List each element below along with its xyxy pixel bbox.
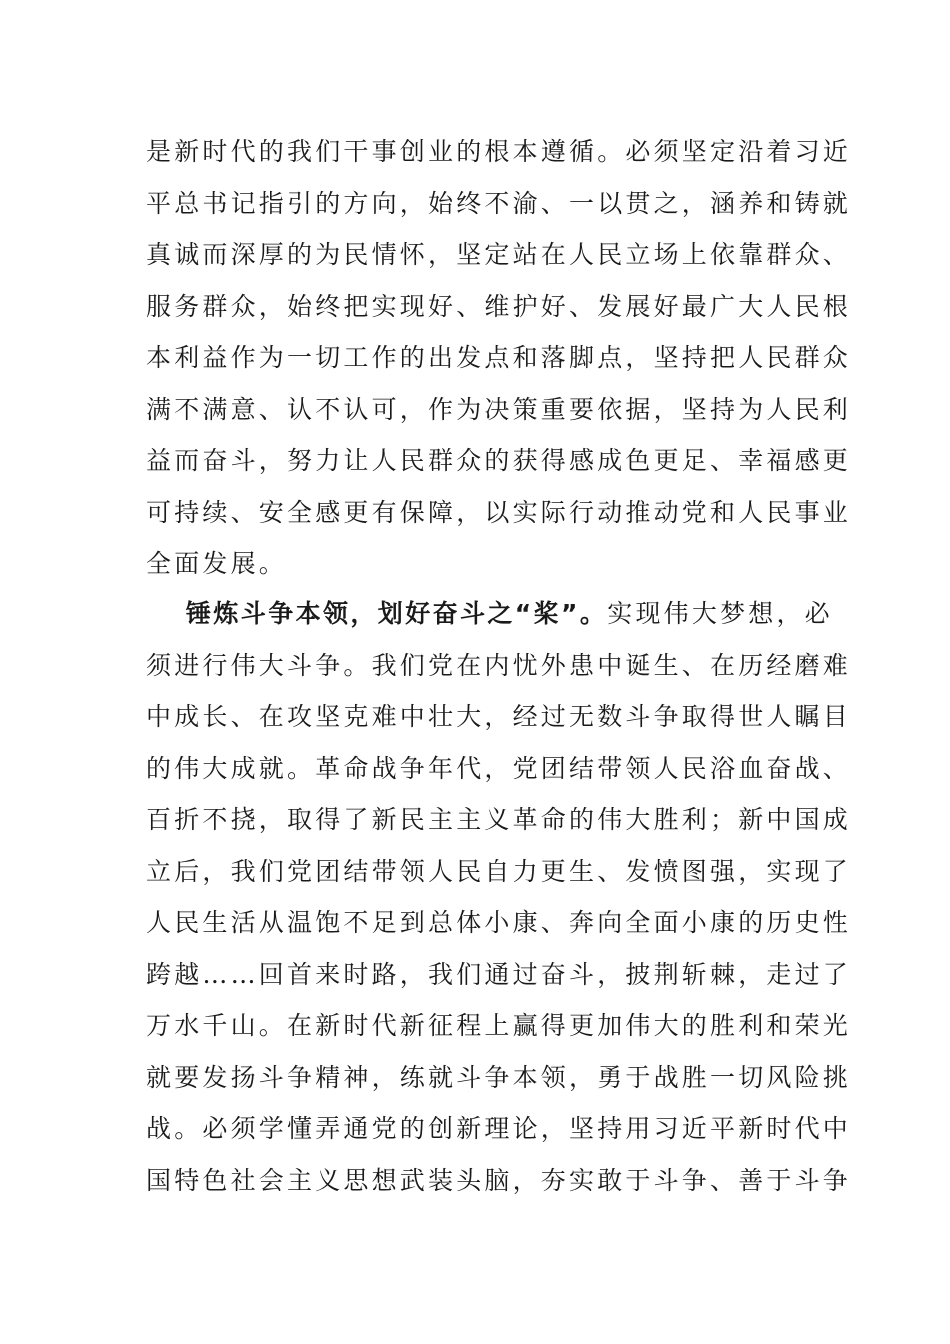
text-line: 立后，我们党团结带领人民自力更生、发愤图强，实现了 xyxy=(146,856,852,886)
text-line: 益而奋斗，努力让人民群众的获得感成色更足、幸福感更 xyxy=(146,446,852,475)
text-line: 的伟大成就。革命战争年代，党团结带领人民浴血奋战、 xyxy=(146,753,852,783)
text-line: 可持续、安全感更有保障，以实际行动推动党和人民事业 xyxy=(146,497,852,527)
text-line: 满不满意、认不认可，作为决策重要依据，坚持为人民利 xyxy=(146,394,852,424)
text-line: 本利益作为一切工作的出发点和落脚点，坚持把人民群众 xyxy=(146,343,852,372)
paragraph-people-centered xyxy=(146,126,852,590)
text-line: 中成长、在攻坚克难中壮大，经过无数斗争取得世人瞩目 xyxy=(146,702,852,731)
text-line: 人民生活从温饱不足到总体小康、奔向全面小康的历史性 xyxy=(146,908,852,937)
paragraph-struggle-skills xyxy=(146,588,852,1206)
text-line: 真诚而深厚的为民情怀，坚定站在人民立场上依靠群众、 xyxy=(146,240,852,269)
text-line: 须进行伟大斗争。我们党在内忧外患中诞生、在历经磨难 xyxy=(146,650,852,680)
text-line: 是新时代的我们干事创业的根本遵循。必须坚定沿着习近 xyxy=(146,137,852,166)
text-line: 服务群众，始终把实现好、维护好、发展好最广大人民根 xyxy=(146,291,852,321)
text-line: 百折不挠，取得了新民主主义革命的伟大胜利；新中国成 xyxy=(146,805,852,834)
text-line: 跨越……回首来时路，我们通过奋斗，披荆斩棘，走过了 xyxy=(146,959,852,989)
text-line: 就要发扬斗争精神，练就斗争本领，勇于战胜一切风险挑 xyxy=(146,1062,852,1092)
text-line: 全面发展。 xyxy=(146,549,288,578)
paragraph-first-line-text: 实现伟大梦想，必 xyxy=(607,599,833,628)
text-line: 战。必须学懂弄通党的创新理论，坚持用习近平新时代中 xyxy=(146,1114,852,1143)
text-line: 平总书记指引的方向，始终不渝、一以贯之，涵养和铸就 xyxy=(146,188,852,218)
paragraph-first-line xyxy=(146,588,833,640)
text-line: 国特色社会主义思想武装头脑，夯实敢于斗争、善于斗争 xyxy=(146,1165,852,1195)
paragraph-heading: 锤炼斗争本领，划好奋斗之“桨”。 xyxy=(186,599,608,628)
text-line: 万水千山。在新时代新征程上赢得更加伟大的胜利和荣光 xyxy=(146,1011,852,1040)
